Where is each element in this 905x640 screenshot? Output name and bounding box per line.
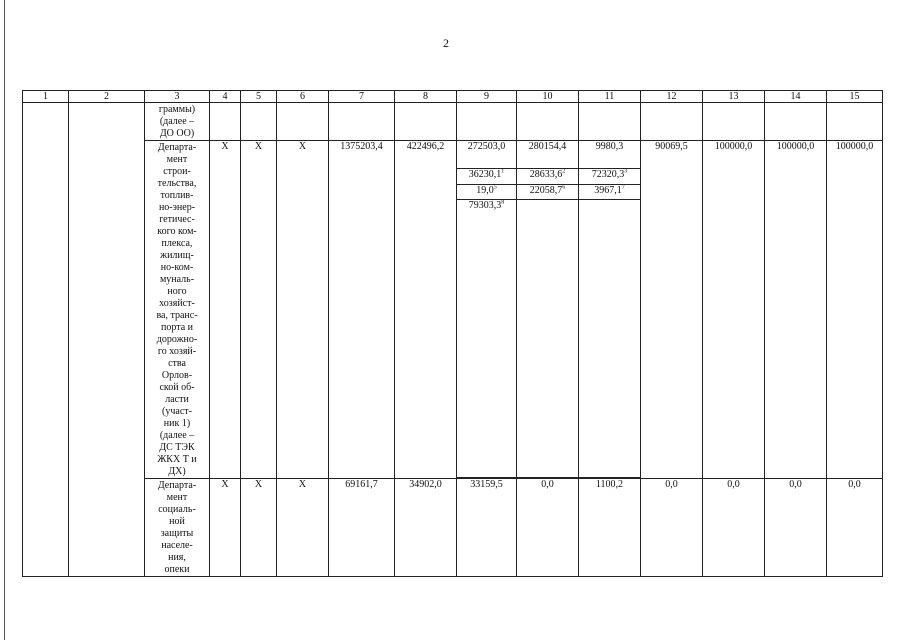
footnote-mark: 3: [624, 169, 628, 175]
value: 72320,3: [591, 169, 625, 181]
participant-name: Департа- мент строи- тельства, топлив- но-энер- гетичес- кого ком- плекса, жилищ- но-ком- муналь- ного хозяйст- ва, транс- порта и дорожно- го хозяй- ства Орлов- ской об- ласти (участ- ник 1) (далее – ДС ТЭК ЖКХ Т и ДХ): [145, 141, 210, 479]
cell-c7: 69161,7: [329, 479, 395, 577]
cell-c11: [579, 141, 641, 169]
col-header: 5: [241, 91, 277, 103]
col-header: 3: [145, 91, 210, 103]
footnote-mark: 6: [562, 184, 566, 191]
col-header: 7: [329, 91, 395, 103]
participant-name: Департа- мент социаль- ной защиты населе- ния, опеки: [145, 479, 210, 577]
col-header: 11: [579, 91, 641, 103]
cell-c5: Х: [241, 141, 277, 479]
cell-c14: 100000,0: [765, 141, 827, 479]
footnote-mark: 1: [501, 169, 505, 175]
table-row-continuation: [23, 103, 883, 141]
cell-empty: [517, 103, 579, 141]
cell-c10: [517, 184, 579, 199]
value: 272503,0: [467, 141, 506, 152]
value: 19,0: [476, 184, 494, 196]
footnote-mark: 7: [621, 184, 625, 191]
cell-c12: 90069,5: [641, 141, 703, 479]
col-header: 13: [703, 91, 765, 103]
cell-empty: [457, 103, 517, 141]
table-row: [23, 141, 883, 169]
page-number: 2: [443, 36, 449, 50]
table-row: [23, 479, 883, 577]
cell-empty: [241, 103, 277, 141]
left-margin-rule: [4, 0, 5, 640]
cell-c13: 100000,0: [703, 141, 765, 479]
col-header: 6: [277, 91, 329, 103]
cell-c11: [579, 184, 641, 199]
cell-empty: [210, 103, 241, 141]
cell-empty: [395, 103, 457, 141]
value: 3967,1: [594, 184, 622, 196]
value: 36230,1: [468, 169, 502, 181]
value: 28633,6: [529, 169, 563, 181]
cell-c14: 0,0: [765, 479, 827, 577]
cell-c9: [457, 184, 517, 199]
col-header: 8: [395, 91, 457, 103]
continuation-text: граммы) (далее – ДО ОО): [145, 103, 210, 141]
cell-c10: 0,0: [517, 479, 579, 577]
cell-c11: 1100,2: [579, 479, 641, 577]
cell-c8: 422496,2: [395, 141, 457, 479]
cell-empty: [517, 199, 579, 477]
cell-c8: 34902,0: [395, 479, 457, 577]
cell-col2: [69, 103, 145, 577]
cell-c10: [517, 169, 579, 184]
col-header: 2: [69, 91, 145, 103]
cell-empty: [579, 103, 641, 141]
cell-c10: [517, 141, 579, 169]
cell-c4: Х: [210, 479, 241, 577]
col-header: 9: [457, 91, 517, 103]
cell-empty: [277, 103, 329, 141]
cell-empty: [641, 103, 703, 141]
cell-c15: 100000,0: [827, 141, 883, 479]
cell-empty: [579, 199, 641, 477]
col-header: 12: [641, 91, 703, 103]
cell-c15: 0,0: [827, 479, 883, 577]
cell-col1: [23, 103, 69, 577]
cell-empty: [827, 103, 883, 141]
value: 9980,3: [595, 141, 624, 152]
cell-c9: [457, 141, 517, 169]
value: 280154,4: [528, 141, 567, 152]
col-header: 14: [765, 91, 827, 103]
col-header: 1: [23, 91, 69, 103]
footnote-mark: 2: [562, 169, 566, 175]
cell-empty: [765, 103, 827, 141]
cell-c13: 0,0: [703, 479, 765, 577]
footnote-mark: 5: [493, 184, 497, 191]
cell-c11: [579, 169, 641, 184]
cell-empty: [329, 103, 395, 141]
header-row: [23, 91, 883, 103]
cell-c7: 1375203,4: [329, 141, 395, 479]
cell-empty: [703, 103, 765, 141]
value: 22058,7: [529, 184, 563, 196]
cell-c5: Х: [241, 479, 277, 577]
cell-c4: Х: [210, 141, 241, 479]
cell-c9: [457, 169, 517, 184]
col-header: 4: [210, 91, 241, 103]
col-header: 10: [517, 91, 579, 103]
budget-table: [22, 90, 883, 577]
cell-c12: 0,0: [641, 479, 703, 577]
cell-c9: [457, 199, 517, 477]
cell-c9: 33159,5: [457, 479, 517, 577]
col-header: 15: [827, 91, 883, 103]
footnote-mark: 8: [501, 199, 505, 206]
cell-c6: Х: [277, 479, 329, 577]
cell-c6: Х: [277, 141, 329, 479]
value: 79303,3: [468, 199, 502, 211]
